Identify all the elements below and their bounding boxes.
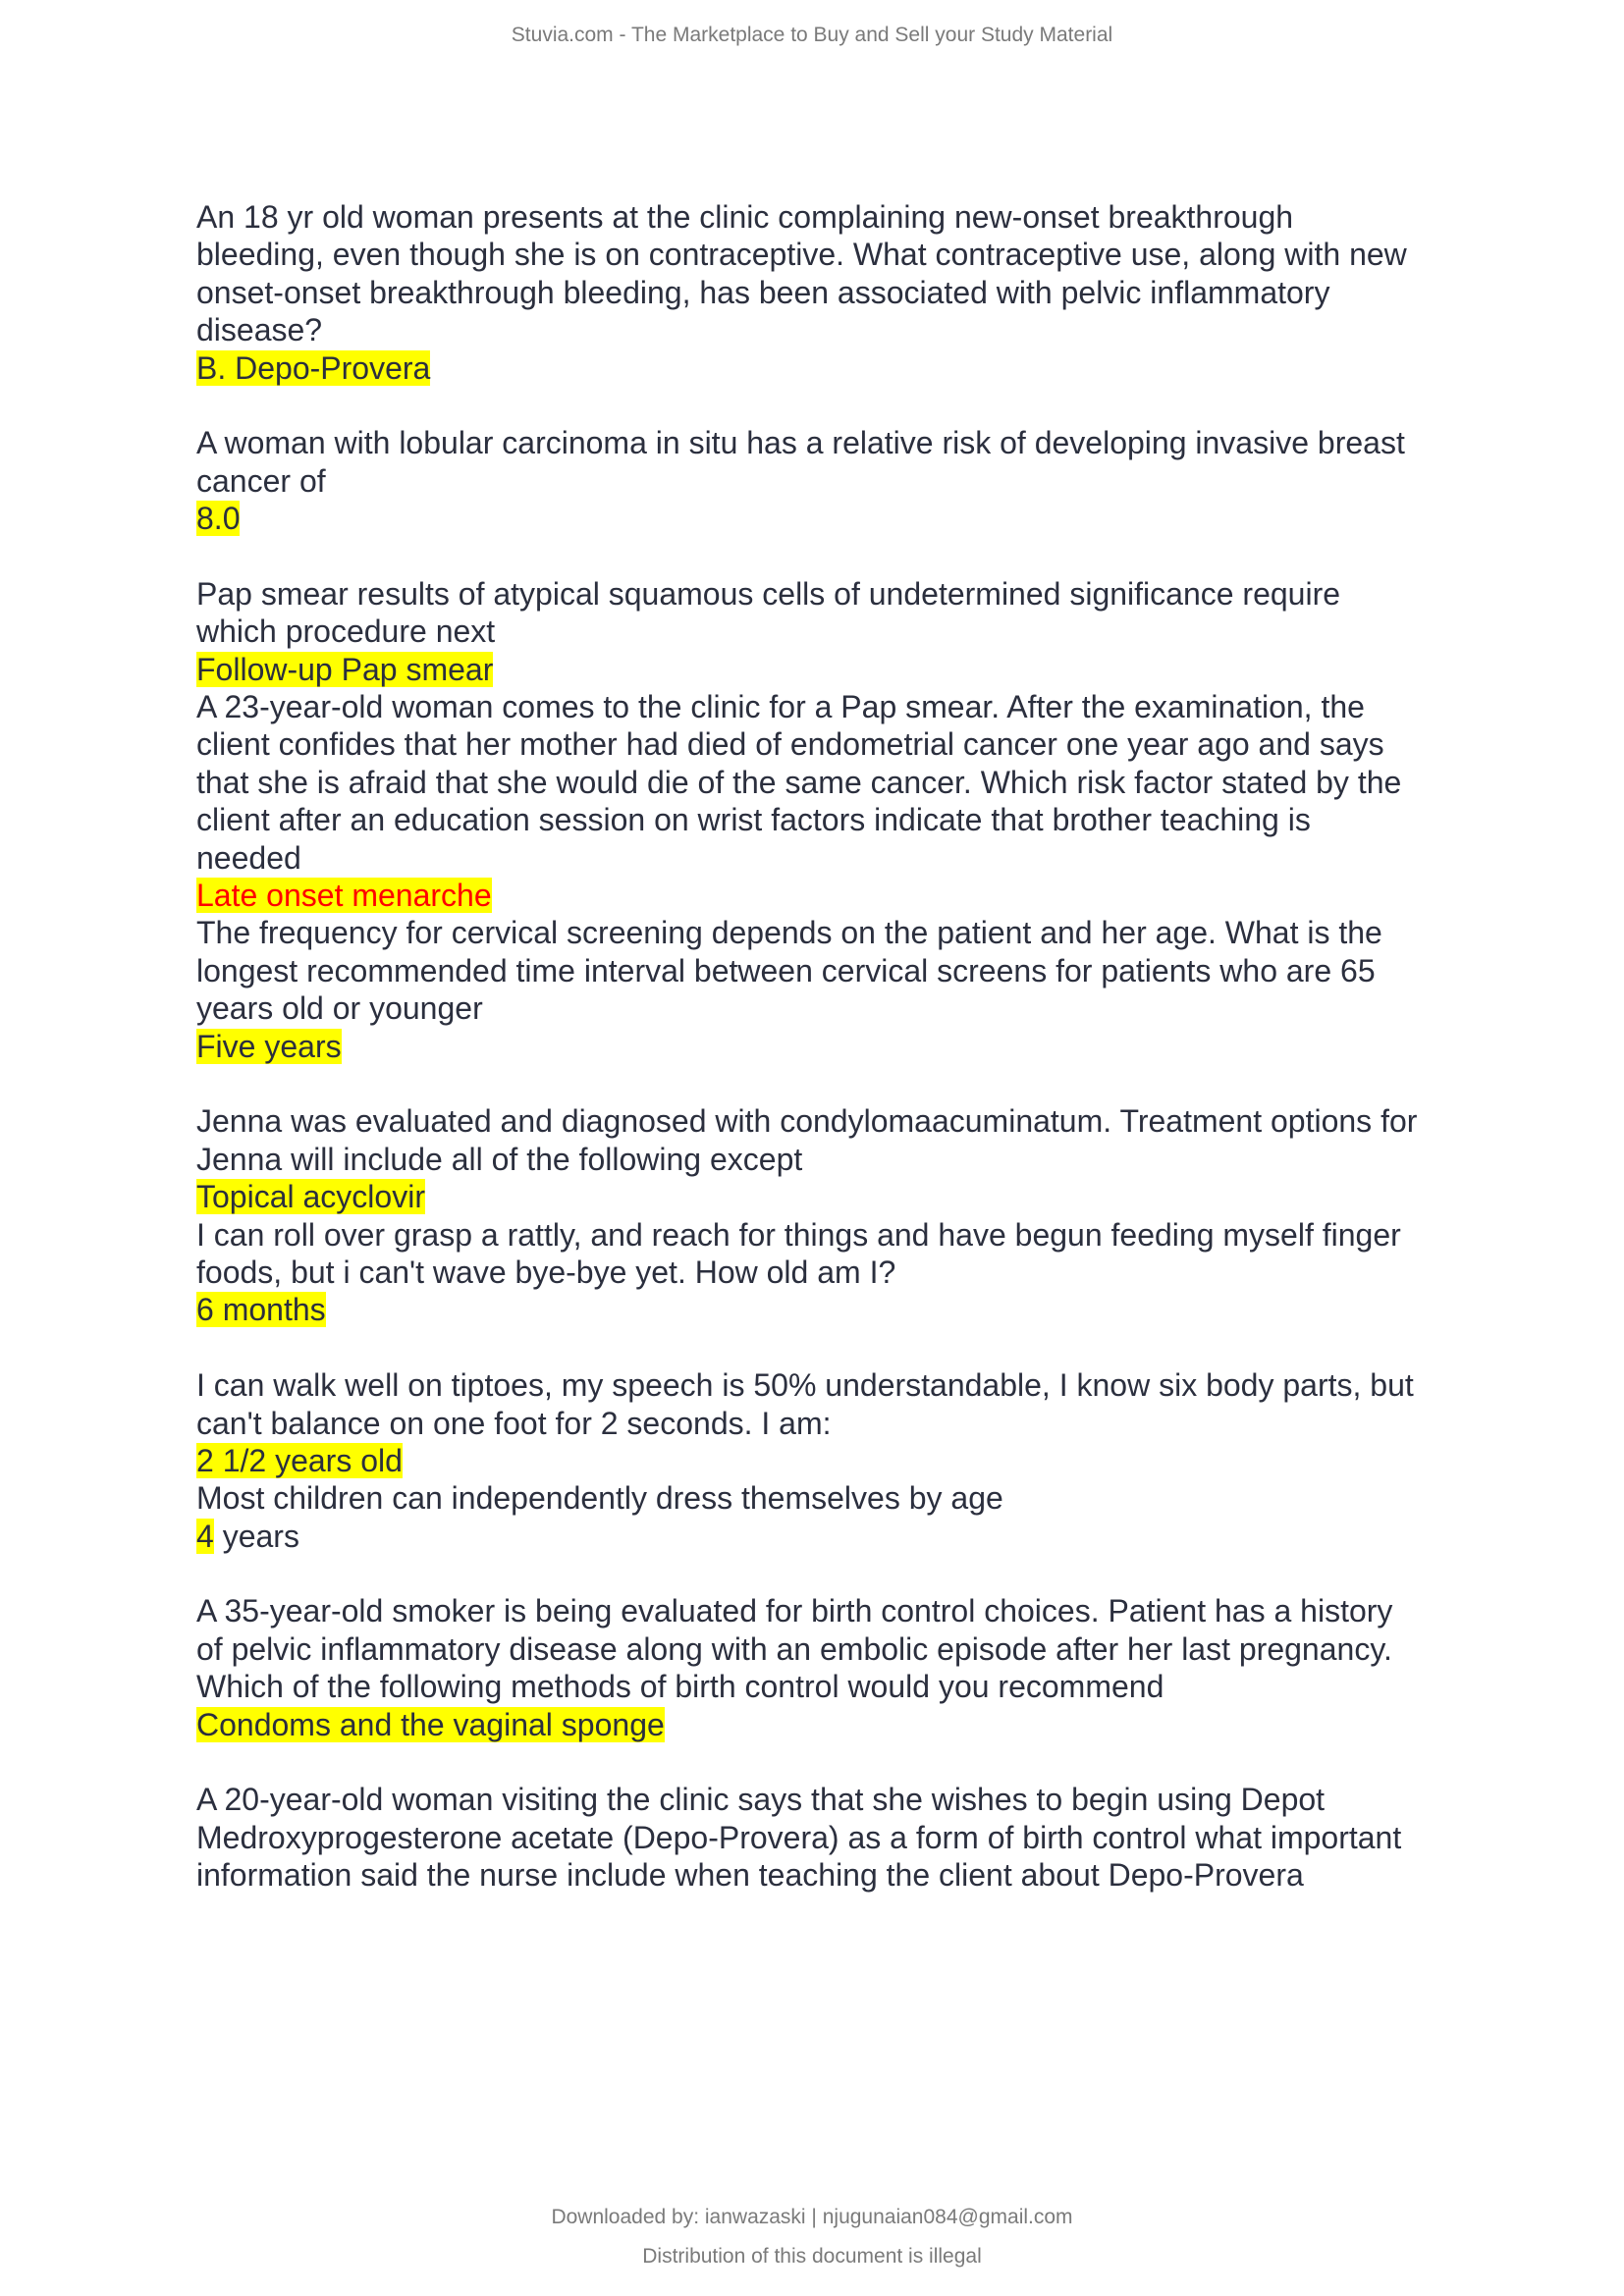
question-text-line: A 20-year-old woman visiting the clinic says that she wishes to begin using Depot <box>196 1782 1326 1818</box>
answer-suffix: years <box>213 1518 299 1554</box>
answer-line <box>196 1518 1492 1555</box>
question-text-line: I can roll over grasp a rattly, and reach for things and have begun feeding myself finger <box>196 1216 1401 1253</box>
question-item <box>196 575 1492 688</box>
spacer <box>196 1743 1492 1781</box>
answer-line <box>196 1706 1492 1743</box>
question-text-line: Which of the following methods of birth control would you recommend <box>196 1669 1164 1705</box>
question-item <box>196 688 1492 914</box>
answer-line <box>196 1178 1492 1215</box>
question-text-line: foods, but i can't wave bye-bye yet. How old am I? <box>196 1254 896 1290</box>
question-item <box>196 1216 1492 1367</box>
answer-line <box>196 651 1492 688</box>
question-text-line: An 18 yr old woman presents at the clinic complaining new-onset breakthrough <box>196 199 1294 235</box>
question-text-line: cancer of <box>196 462 326 499</box>
highlighted-answer: 2 1/2 years old <box>196 1442 403 1478</box>
footer-distribution-notice: Distribution of this document is illegal <box>642 2245 982 2268</box>
question-text-line: years old or younger <box>196 990 483 1027</box>
highlighted-answer: 4 <box>196 1518 214 1554</box>
spacer <box>196 387 1492 424</box>
question-text-line: A 35-year-old smoker is being evaluated for birth control choices. Patient has a history <box>196 1593 1393 1629</box>
answer-line <box>196 1291 1492 1328</box>
answer-line <box>196 500 1492 537</box>
question-text-line: which procedure next <box>196 614 496 650</box>
question-item <box>196 1781 1492 1894</box>
highlighted-answer: Topical acyclovir <box>196 1179 425 1215</box>
highlighted-answer: Late onset menarche <box>196 878 492 914</box>
question-text-line: Jenna will include all of the following except <box>196 1141 803 1177</box>
question-text-line: A woman with lobular carcinoma in situ has a relative risk of developing invasive breast <box>196 425 1405 461</box>
highlighted-answer: 6 months <box>196 1292 326 1328</box>
spacer <box>196 1555 1492 1592</box>
question-item <box>196 1592 1492 1781</box>
question-text-line: client confides that her mother had died of endometrial cancer one year ago and says <box>196 726 1384 763</box>
question-text-line: onset-onset breakthrough bleeding, has been associated with pelvic inflammatory <box>196 274 1330 310</box>
spacer <box>196 538 1492 575</box>
question-item <box>196 1479 1492 1592</box>
question-text-line: I can walk well on tiptoes, my speech is 50% understandable, I know six body parts, but <box>196 1367 1414 1404</box>
question-text-line: needed <box>196 839 301 876</box>
answer-line <box>196 349 1492 387</box>
spacer <box>196 1329 1492 1366</box>
answer-line <box>196 1028 1492 1065</box>
question-text-line: of pelvic inflammatory disease along with an embolic episode after her last pregnancy. <box>196 1630 1392 1667</box>
document-body <box>196 198 1492 1895</box>
question-item <box>196 198 1492 424</box>
footer-downloaded-by: Downloaded by: ianwazaski | njugunaian084@gmail.com <box>551 2206 1073 2228</box>
question-text-line: Medroxyprogesterone acetate (Depo-Provera) as a form of birth control what important <box>196 1819 1402 1855</box>
question-text-line: bleeding, even though she is on contraceptive. What contraceptive use, along with new <box>196 237 1407 273</box>
question-item <box>196 1102 1492 1215</box>
highlighted-answer: 8.0 <box>196 501 241 537</box>
page-header: Stuvia.com - The Marketplace to Buy and Sell your Study Material <box>511 24 1113 46</box>
question-text-line: information said the nurse include when teaching the client about Depo-Provera <box>196 1857 1304 1894</box>
question-text-line: The frequency for cervical screening depends on the patient and her age. What is the <box>196 915 1382 951</box>
highlighted-answer: B. Depo-Provera <box>196 349 431 386</box>
highlighted-answer: Five years <box>196 1028 342 1064</box>
question-item <box>196 1366 1492 1479</box>
question-text-line: can't balance on one foot for 2 seconds. I am: <box>196 1405 832 1441</box>
question-text-line: Most children can independently dress themselves by age <box>196 1480 1003 1517</box>
question-text-line: client after an education session on wrist factors indicate that brother teaching is <box>196 802 1311 838</box>
question-text-line: Pap smear results of atypical squamous cells of undetermined significance require <box>196 575 1341 612</box>
question-text-line: A 23-year-old woman comes to the clinic for a Pap smear. After the examination, the <box>196 689 1365 725</box>
question-text-line: longest recommended time interval between cervical screens for patients who are 65 <box>196 952 1376 988</box>
question-text-line: that she is afraid that she would die of the same cancer. Which risk factor stated by the <box>196 764 1402 800</box>
answer-line <box>196 877 1492 914</box>
question-text-line: Jenna was evaluated and diagnosed with condylomaacuminatum. Treatment options for <box>196 1103 1418 1140</box>
highlighted-answer: Follow-up Pap smear <box>196 651 494 687</box>
answer-line <box>196 1442 1492 1479</box>
question-item <box>196 914 1492 1102</box>
question-text-line: disease? <box>196 312 323 348</box>
spacer <box>196 1065 1492 1102</box>
question-item <box>196 424 1492 575</box>
highlighted-answer: Condoms and the vaginal sponge <box>196 1706 665 1742</box>
